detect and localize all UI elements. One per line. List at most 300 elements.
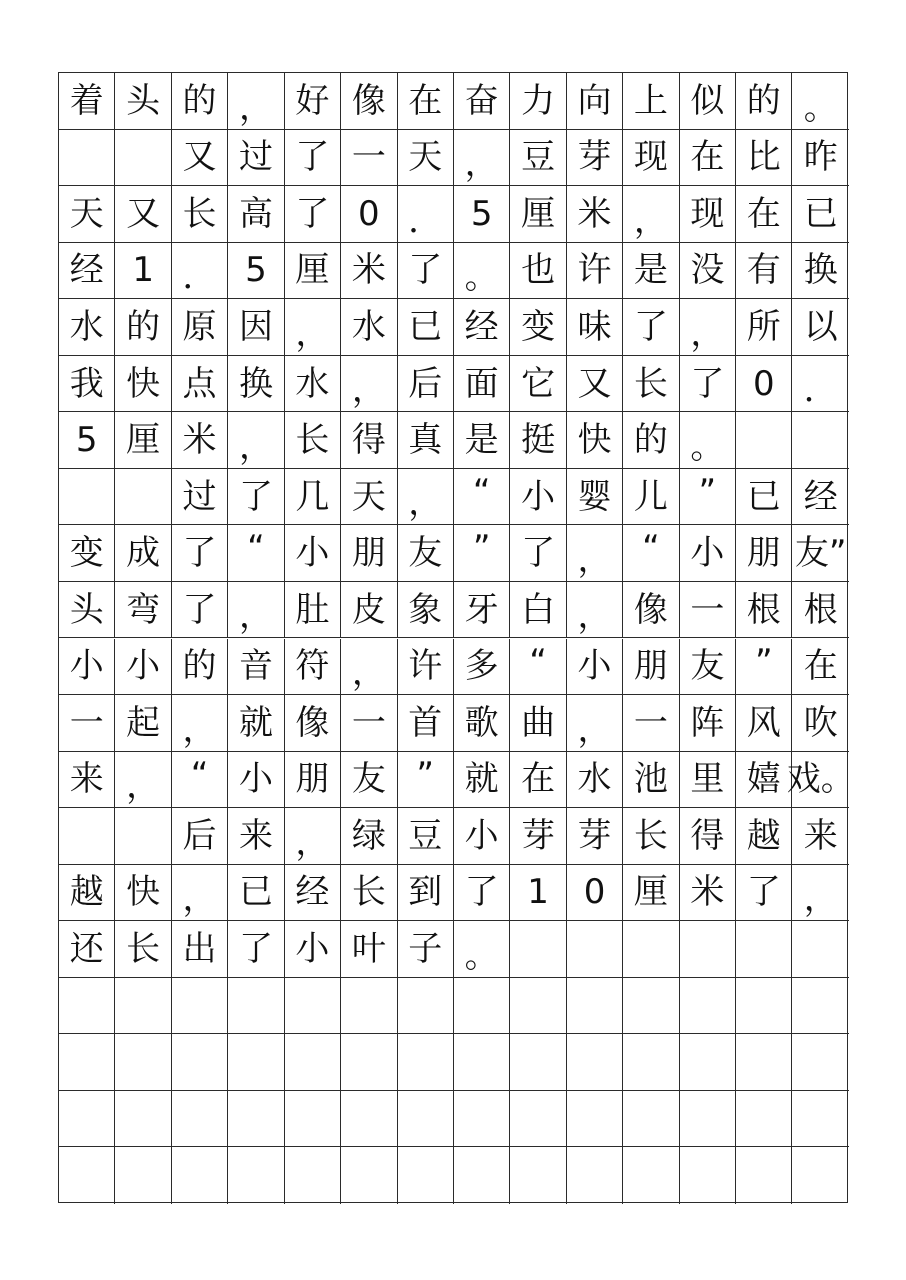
grid-cell (115, 1034, 171, 1091)
grid-row (59, 525, 847, 582)
grid-cell (398, 1034, 454, 1091)
grid-cell: 的 (115, 299, 171, 356)
grid-cell: 米 (680, 865, 736, 922)
grid-cell: 长 (623, 808, 679, 865)
grid-cell: 池 (623, 752, 679, 809)
grid-cell: 叶 (341, 921, 397, 978)
grid-cell: 戏。 (792, 752, 848, 809)
grid-cell: 几 (285, 469, 341, 526)
grid-cell: 符 (285, 639, 341, 696)
grid-cell: 在 (792, 639, 848, 696)
grid-cell (115, 130, 171, 187)
grid-cell (736, 1147, 792, 1204)
grid-cell: 越 (59, 865, 115, 922)
grid-cell (228, 978, 284, 1035)
grid-row (59, 808, 847, 865)
grid-cell: ， (115, 752, 171, 809)
grid-cell (736, 1091, 792, 1148)
grid-cell: 又 (172, 130, 228, 187)
grid-cell: 吹 (792, 695, 848, 752)
grid-cell: ， (341, 639, 397, 696)
grid-cell: ， (567, 525, 623, 582)
grid-cell: 换 (792, 243, 848, 300)
grid-cell (398, 1091, 454, 1148)
grid-cell (59, 978, 115, 1035)
grid-cell (59, 469, 115, 526)
grid-cell: 真 (398, 412, 454, 469)
grid-cell: 到 (398, 865, 454, 922)
grid-cell: 0 (736, 356, 792, 413)
grid-cell: 了 (510, 525, 566, 582)
grid-cell: 天 (59, 186, 115, 243)
grid-cell (454, 1034, 510, 1091)
writing-grid-sheet (58, 72, 855, 1203)
grid-cell: 小 (59, 639, 115, 696)
grid-cell (680, 921, 736, 978)
grid-cell: 头 (59, 582, 115, 639)
grid-cell: 了 (285, 130, 341, 187)
grid-cell: 的 (172, 639, 228, 696)
grid-cell: 有 (736, 243, 792, 300)
grid-cell (680, 1091, 736, 1148)
grid-cell: 友 (398, 525, 454, 582)
grid-cell (59, 130, 115, 187)
grid-cell: ， (792, 865, 848, 922)
grid-cell: 水 (567, 752, 623, 809)
grid-cell: 奋 (454, 73, 510, 130)
grid-cell (398, 1147, 454, 1204)
grid-cell: 一 (623, 695, 679, 752)
grid-cell: 厘 (510, 186, 566, 243)
grid-cell: 小 (567, 639, 623, 696)
grid-row (59, 299, 847, 356)
grid-cell: 了 (172, 582, 228, 639)
grid-row (59, 243, 847, 300)
grid-cell (623, 1034, 679, 1091)
grid-cell: 朋 (285, 752, 341, 809)
grid-cell: ， (454, 130, 510, 187)
grid-cell: 点 (172, 356, 228, 413)
grid-cell: 友 (341, 752, 397, 809)
grid-cell: 得 (680, 808, 736, 865)
grid-cell (567, 978, 623, 1035)
grid-cell: 快 (115, 865, 171, 922)
grid-cell: 里 (680, 752, 736, 809)
grid-cell: 了 (623, 299, 679, 356)
grid-row (59, 582, 847, 639)
grid-cell: 肚 (285, 582, 341, 639)
grid-cell: 的 (736, 73, 792, 130)
grid-cell (454, 1091, 510, 1148)
grid-cell (623, 921, 679, 978)
grid-cell: 一 (680, 582, 736, 639)
grid-cell: 小 (510, 469, 566, 526)
grid-cell: 现 (680, 186, 736, 243)
grid-cell: 皮 (341, 582, 397, 639)
grid-cell (454, 978, 510, 1035)
grid-cell: 天 (398, 130, 454, 187)
grid-cell (115, 1147, 171, 1204)
grid-cell (115, 469, 171, 526)
grid-cell: 好 (285, 73, 341, 130)
grid-cell (680, 1147, 736, 1204)
grid-cell: 挺 (510, 412, 566, 469)
grid-cell: 芽 (510, 808, 566, 865)
grid-cell: “ (454, 469, 510, 526)
grid-cell (172, 1034, 228, 1091)
grid-cell: 首 (398, 695, 454, 752)
grid-cell: 小 (228, 752, 284, 809)
grid-cell: 比 (736, 130, 792, 187)
grid-cell: 了 (454, 865, 510, 922)
grid-cell (172, 1091, 228, 1148)
grid-cell: 风 (736, 695, 792, 752)
grid-cell: 友” (792, 525, 848, 582)
grid-cell (792, 1091, 848, 1148)
grid-cell: ． (792, 356, 848, 413)
grid-cell: 味 (567, 299, 623, 356)
grid-row (59, 695, 847, 752)
grid-cell: 根 (736, 582, 792, 639)
grid-cell: 原 (172, 299, 228, 356)
grid-cell: 了 (172, 525, 228, 582)
grid-cell: 。 (454, 921, 510, 978)
grid-cell: 了 (398, 243, 454, 300)
grid-cell: 根 (792, 582, 848, 639)
grid-cell (115, 1091, 171, 1148)
grid-cell: 朋 (623, 639, 679, 696)
grid-cell (285, 1147, 341, 1204)
grid-cell (623, 1091, 679, 1148)
grid-cell: “ (228, 525, 284, 582)
grid-cell: ” (398, 752, 454, 809)
grid-cell: 像 (623, 582, 679, 639)
grid-cell: 来 (59, 752, 115, 809)
grid-cell (792, 921, 848, 978)
grid-cell: ， (228, 582, 284, 639)
grid-cell (228, 1034, 284, 1091)
grid-cell: ， (567, 695, 623, 752)
grid-cell: 米 (341, 243, 397, 300)
grid-cell: 在 (398, 73, 454, 130)
grid-cell (567, 921, 623, 978)
grid-cell: 昨 (792, 130, 848, 187)
grid-cell: 越 (736, 808, 792, 865)
grid-cell: ” (736, 639, 792, 696)
grid-cell: 像 (285, 695, 341, 752)
grid-cell: 长 (341, 865, 397, 922)
grid-cell: 在 (736, 186, 792, 243)
grid-row (59, 1034, 847, 1091)
grid-cell (341, 1147, 397, 1204)
grid-cell: 了 (228, 921, 284, 978)
grid-cell: 婴 (567, 469, 623, 526)
grid-cell: 厘 (623, 865, 679, 922)
grid-cell: 以 (792, 299, 848, 356)
grid-cell: 经 (285, 865, 341, 922)
grid-cell: 快 (567, 412, 623, 469)
grid-cell: 米 (567, 186, 623, 243)
grid-cell: 像 (341, 73, 397, 130)
grid-cell: 也 (510, 243, 566, 300)
grid-cell: “ (172, 752, 228, 809)
grid-cell: 小 (285, 525, 341, 582)
grid-cell: 向 (567, 73, 623, 130)
grid-cell: “ (623, 525, 679, 582)
grid-cell: 许 (567, 243, 623, 300)
grid-cell: 高 (228, 186, 284, 243)
grid-cell (172, 978, 228, 1035)
grid-cell: ” (680, 469, 736, 526)
grid-cell: 起 (115, 695, 171, 752)
grid-cell (736, 412, 792, 469)
grid-cell (285, 978, 341, 1035)
grid-cell: 0 (567, 865, 623, 922)
grid-cell (341, 1034, 397, 1091)
grid-cell: ， (172, 695, 228, 752)
grid-row (59, 1147, 847, 1204)
grid-cell: 是 (623, 243, 679, 300)
grid-cell: 因 (228, 299, 284, 356)
grid-cell (59, 1034, 115, 1091)
grid-cell: 快 (115, 356, 171, 413)
grid-cell (398, 978, 454, 1035)
grid-cell: 又 (115, 186, 171, 243)
grid-cell: 豆 (398, 808, 454, 865)
grid-cell: 水 (285, 356, 341, 413)
grid-cell: 一 (341, 130, 397, 187)
grid-cell (228, 1091, 284, 1148)
grid-cell (792, 412, 848, 469)
grid-cell: 友 (680, 639, 736, 696)
grid-cell: 儿 (623, 469, 679, 526)
grid-cell (285, 1091, 341, 1148)
grid-cell (59, 1147, 115, 1204)
grid-cell: 一 (59, 695, 115, 752)
grid-cell: 小 (115, 639, 171, 696)
grid-cell (567, 1034, 623, 1091)
grid-row (59, 639, 847, 696)
grid-cell: 。 (792, 73, 848, 130)
grid-cell: ， (398, 469, 454, 526)
grid-cell: 许 (398, 639, 454, 696)
grid-cell: 一 (341, 695, 397, 752)
grid-cell: ， (623, 186, 679, 243)
grid-cell (792, 1147, 848, 1204)
grid-cell: 小 (454, 808, 510, 865)
grid-cell: ． (172, 243, 228, 300)
grid-cell: 5 (59, 412, 115, 469)
grid-cell (59, 808, 115, 865)
grid-cell: 嬉 (736, 752, 792, 809)
grid-cell (623, 978, 679, 1035)
grid-row (59, 356, 847, 413)
grid-cell: 1 (115, 243, 171, 300)
grid-cell: 力 (510, 73, 566, 130)
grid-cell (228, 1147, 284, 1204)
grid-cell (510, 978, 566, 1035)
grid-cell: 在 (510, 752, 566, 809)
grid-cell: ， (567, 582, 623, 639)
grid-row (59, 752, 855, 809)
grid-cell (736, 1034, 792, 1091)
grid-cell: 米 (172, 412, 228, 469)
grid-cell: 长 (172, 186, 228, 243)
grid-cell: ， (172, 865, 228, 922)
grid-cell: 长 (115, 921, 171, 978)
grid-cell: 了 (228, 469, 284, 526)
grid-cell: 长 (285, 412, 341, 469)
grid-cell: 面 (454, 356, 510, 413)
grid-cell: 0 (341, 186, 397, 243)
grid-cell: 经 (792, 469, 848, 526)
grid-cell: 已 (398, 299, 454, 356)
grid-cell: 上 (623, 73, 679, 130)
grid-cell (454, 1147, 510, 1204)
grid-row (59, 412, 847, 469)
grid-cell: 朋 (341, 525, 397, 582)
grid-row (59, 469, 847, 526)
grid-cell: 子 (398, 921, 454, 978)
grid-cell: 了 (736, 865, 792, 922)
grid-cell (680, 978, 736, 1035)
grid-cell: 经 (454, 299, 510, 356)
grid-cell: ” (454, 525, 510, 582)
grid-cell (680, 1034, 736, 1091)
grid-cell: 多 (454, 639, 510, 696)
grid-cell: 就 (454, 752, 510, 809)
grid-cell: 后 (172, 808, 228, 865)
grid-cell: 。 (680, 412, 736, 469)
grid-cell (792, 1034, 848, 1091)
grid-cell: 绿 (341, 808, 397, 865)
grid-cell: 长 (623, 356, 679, 413)
grid-cell: 过 (172, 469, 228, 526)
grid-cell: 还 (59, 921, 115, 978)
grid-cell: ， (228, 73, 284, 130)
grid-cell: 头 (115, 73, 171, 130)
grid-cell: 天 (341, 469, 397, 526)
grid-cell: “ (510, 639, 566, 696)
grid-row (59, 130, 847, 187)
grid-cell: 朋 (736, 525, 792, 582)
grid-cell: 弯 (115, 582, 171, 639)
grid-cell: 我 (59, 356, 115, 413)
grid-cell (341, 978, 397, 1035)
grid-cell: 象 (398, 582, 454, 639)
grid-cell: 已 (228, 865, 284, 922)
grid-cell (623, 1147, 679, 1204)
grid-cell: 后 (398, 356, 454, 413)
grid-cell: 曲 (510, 695, 566, 752)
grid-cell: 白 (510, 582, 566, 639)
grid-cell: 着 (59, 73, 115, 130)
grid-cell: 所 (736, 299, 792, 356)
grid-cell: 豆 (510, 130, 566, 187)
grid-cell: 芽 (567, 808, 623, 865)
grid-cell: ， (680, 299, 736, 356)
grid-cell (510, 1091, 566, 1148)
grid-cell (792, 978, 848, 1035)
grid-cell: 经 (59, 243, 115, 300)
grid-cell: 在 (680, 130, 736, 187)
grid-cell: 来 (792, 808, 848, 865)
grid-cell (115, 808, 171, 865)
grid-cell (736, 978, 792, 1035)
grid-cell: 1 (510, 865, 566, 922)
grid-cell: 歌 (454, 695, 510, 752)
grid-cell (510, 1034, 566, 1091)
grid-cell (736, 921, 792, 978)
grid-cell: 过 (228, 130, 284, 187)
grid-cell: 牙 (454, 582, 510, 639)
grid-cell: 5 (454, 186, 510, 243)
grid-cell: ， (285, 299, 341, 356)
grid-cell: 它 (510, 356, 566, 413)
grid-cell: 成 (115, 525, 171, 582)
grid-cell (172, 1147, 228, 1204)
grid-cell (341, 1091, 397, 1148)
grid-cell: 5 (228, 243, 284, 300)
grid-cell: 水 (59, 299, 115, 356)
grid-cell (285, 1034, 341, 1091)
grid-cell: 已 (792, 186, 848, 243)
grid-row (59, 186, 847, 243)
grid-cell: 没 (680, 243, 736, 300)
grid-cell: 是 (454, 412, 510, 469)
grid-cell (567, 1091, 623, 1148)
grid-cell: ． (398, 186, 454, 243)
grid-cell: 的 (623, 412, 679, 469)
grid-cell: 水 (341, 299, 397, 356)
grid-row (59, 73, 847, 130)
grid-cell: ， (228, 412, 284, 469)
grid-row (59, 921, 847, 978)
grid-cell (115, 978, 171, 1035)
grid-cell: 来 (228, 808, 284, 865)
grid-row (59, 865, 847, 922)
grid-cell: 小 (285, 921, 341, 978)
grid-cell: ， (341, 356, 397, 413)
grid-cell: 厘 (285, 243, 341, 300)
grid-cell: 又 (567, 356, 623, 413)
grid-cell: 得 (341, 412, 397, 469)
grid-cell: 。 (454, 243, 510, 300)
grid-cell: 现 (623, 130, 679, 187)
grid-cell: 厘 (115, 412, 171, 469)
grid-cell: 出 (172, 921, 228, 978)
grid-cell: 了 (285, 186, 341, 243)
grid-row (59, 978, 847, 1035)
grid-cell: 换 (228, 356, 284, 413)
grid-cell: 已 (736, 469, 792, 526)
grid-cell: 阵 (680, 695, 736, 752)
grid-cell: 音 (228, 639, 284, 696)
grid-cell: 似 (680, 73, 736, 130)
grid-cell: ， (285, 808, 341, 865)
grid-cell: 变 (59, 525, 115, 582)
grid-cell: 就 (228, 695, 284, 752)
grid-cell (59, 1091, 115, 1148)
grid-cell (510, 921, 566, 978)
grid-cell: 变 (510, 299, 566, 356)
grid-cell: 芽 (567, 130, 623, 187)
grid-row (59, 1091, 847, 1148)
grid-cell: 了 (680, 356, 736, 413)
grid-cell: 的 (172, 73, 228, 130)
grid-cell: 小 (680, 525, 736, 582)
grid-cell (510, 1147, 566, 1204)
